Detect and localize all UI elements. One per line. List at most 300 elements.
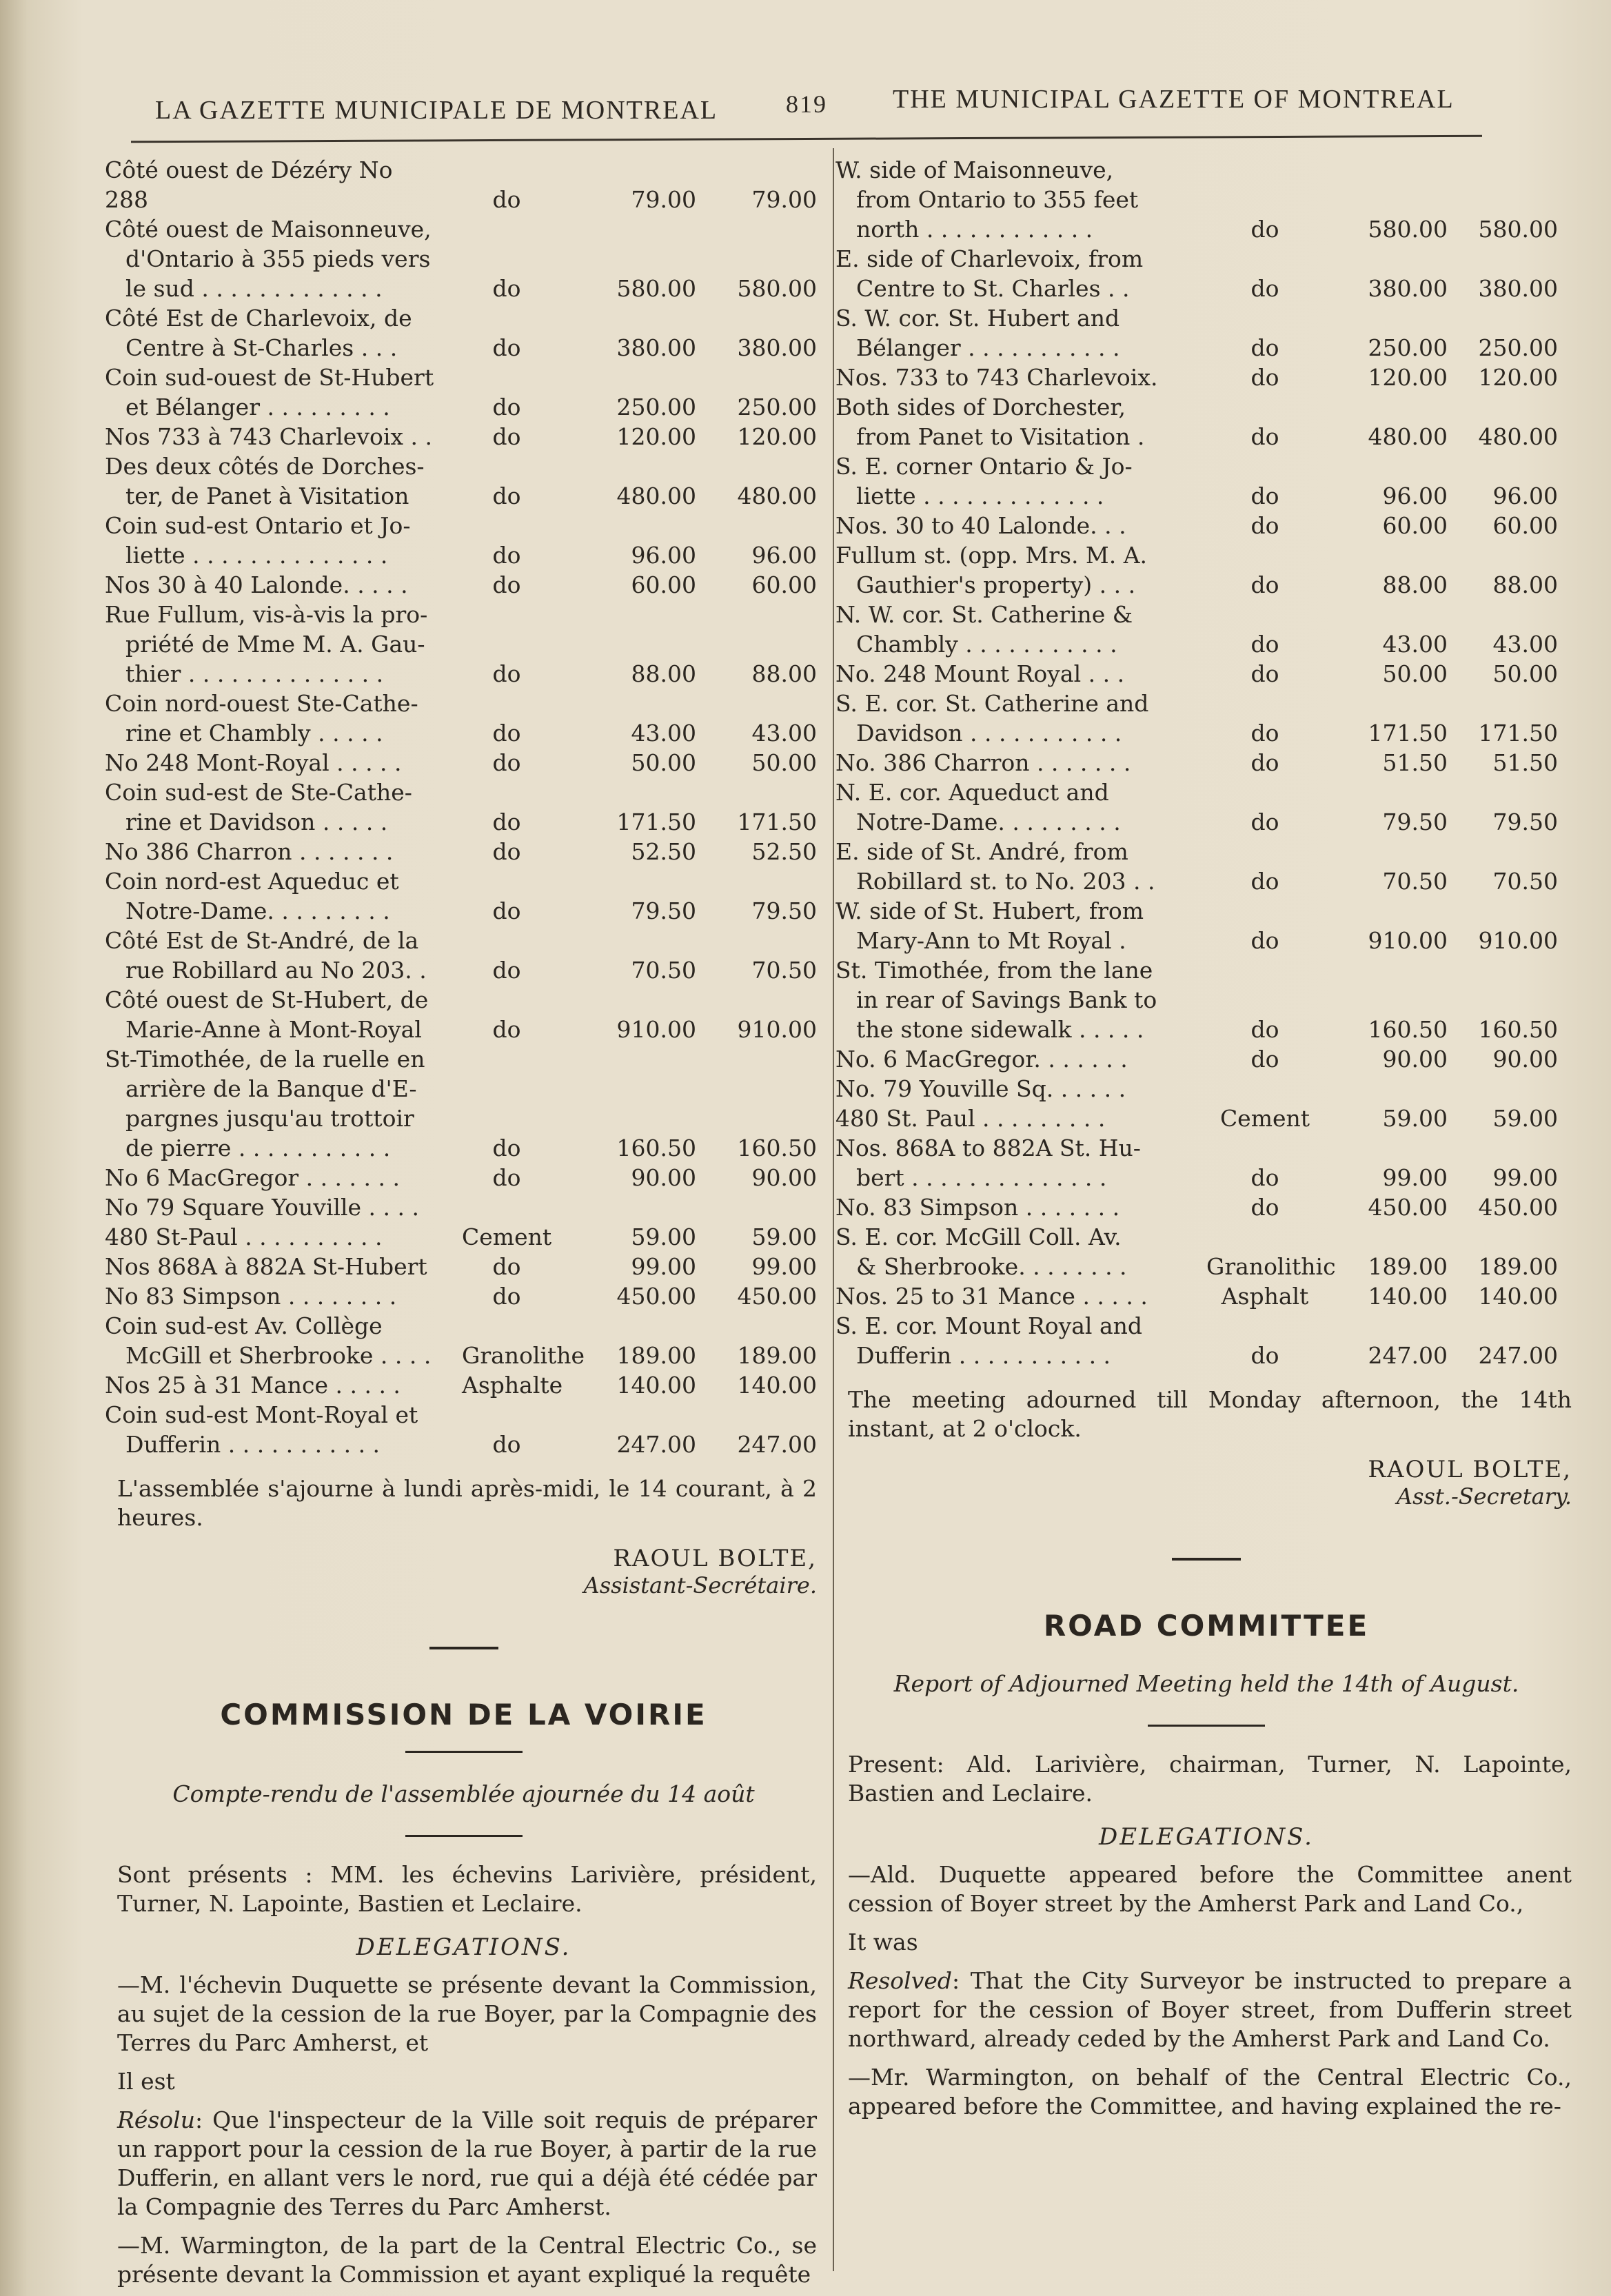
row-amount-1: 247.00 <box>1368 1342 1448 1369</box>
row-amount-2: 450.00 <box>1478 1194 1558 1221</box>
row-description <box>103 837 443 866</box>
row-material: do <box>492 1283 521 1310</box>
row-amount-1: 70.50 <box>631 957 696 984</box>
row-description-line: Coin nord-ouest Ste-Cathe- <box>105 690 418 717</box>
row-description-line: No 6 MacGregor . . . . . . . <box>105 1164 400 1191</box>
row-description-line: Côté ouest de Dézéry No 288 <box>105 156 393 213</box>
row-material: do <box>1250 1342 1279 1369</box>
row-amount-1: 60.00 <box>631 571 696 598</box>
table-row <box>834 540 1579 600</box>
english-it-was: It was <box>848 1929 918 1955</box>
row-description-line: Coin nord-est Aqueduc et <box>105 868 399 895</box>
row-amount-1: 79.50 <box>631 897 696 924</box>
row-amount-2: 50.00 <box>751 749 817 776</box>
row-amount-2: 90.00 <box>1492 1046 1558 1073</box>
row-description-line: St-Timothée, de la ruelle en <box>105 1046 425 1073</box>
row-description-line: Fullum st. (opp. Mrs. M. A. <box>835 542 1148 569</box>
row-amount-2: 60.00 <box>1492 512 1558 539</box>
table-row <box>103 1311 824 1370</box>
row-amount-1: 380.00 <box>616 334 696 361</box>
row-amount-2: 120.00 <box>1478 364 1558 391</box>
row-amount-1: 171.50 <box>616 809 696 835</box>
row-amount-2: 160.50 <box>737 1135 817 1161</box>
french-paragraph-2: —M. Warmington, de la part de la Central Electric Co., se présente devant la Commission et ayant expliqué la requête <box>117 2232 817 2288</box>
row-amount-1: 59.00 <box>631 1223 696 1250</box>
row-amount-1: 160.50 <box>616 1135 696 1161</box>
row-description <box>103 1370 443 1400</box>
row-description-line: thier . . . . . . . . . . . . . . <box>125 660 384 687</box>
row-description <box>103 214 443 303</box>
row-amount-1: 480.00 <box>1368 423 1448 450</box>
row-description <box>834 778 1194 837</box>
row-description-line: Both sides of Dorchester, <box>835 394 1126 420</box>
row-material: do <box>492 1164 521 1191</box>
row-material: do <box>492 542 521 569</box>
table-row <box>834 1192 1579 1222</box>
row-description <box>834 600 1194 659</box>
row-description-line: Centre à St-Charles . . . <box>125 334 398 361</box>
row-amount-2: 88.00 <box>1492 571 1558 598</box>
row-description-line: Coin sud-est Ontario et Jo- <box>105 512 411 539</box>
table-row <box>103 778 824 837</box>
row-amount-1: 247.00 <box>616 1431 696 1458</box>
row-amount-2: 450.00 <box>737 1283 817 1310</box>
row-material: Cement <box>462 1223 552 1250</box>
row-material: do <box>1250 720 1279 746</box>
row-description-line: No. 79 Youville Sq. . . . . . <box>835 1075 1126 1102</box>
english-paragraph-2: —Mr. Warmington, on behalf of the Central Electric Co., appeared before the Committee, and having explained the re- <box>848 2064 1572 2120</box>
row-description <box>103 926 443 985</box>
table-row <box>103 866 824 926</box>
row-description <box>103 1192 443 1222</box>
row-description-line: Coin sud-est de Ste-Cathe- <box>105 779 412 806</box>
row-description <box>834 244 1194 303</box>
row-description-line: Dufferin . . . . . . . . . . . <box>125 1431 381 1458</box>
row-description <box>834 748 1194 778</box>
table-row <box>834 363 1579 392</box>
row-description-line: d'Ontario à 355 pieds vers <box>125 245 431 272</box>
row-description <box>103 303 443 363</box>
french-report-rule <box>405 1835 523 1837</box>
row-description-line: S. E. corner Ontario & Jo- <box>835 453 1133 480</box>
row-description <box>103 778 443 837</box>
row-material: Granolithe <box>462 1342 585 1369</box>
row-amount-2: 79.50 <box>1492 809 1558 835</box>
row-amount-2: 70.50 <box>751 957 817 984</box>
row-description <box>103 1281 443 1311</box>
french-column <box>103 155 824 2289</box>
french-il-est: Il est <box>117 2068 175 2095</box>
row-amount-1: 140.00 <box>1368 1283 1448 1310</box>
row-description-line: Nos. 25 to 31 Mance . . . . . <box>835 1283 1148 1310</box>
row-description-line: Bélanger . . . . . . . . . . . <box>856 334 1120 361</box>
table-row <box>834 896 1579 955</box>
row-description-line: Côté Est de St-André, de la <box>105 927 419 954</box>
row-description-line: S. E. cor. Mount Royal and <box>835 1312 1143 1339</box>
page-header <box>148 81 1472 136</box>
row-description <box>834 303 1194 363</box>
table-row <box>103 155 824 214</box>
row-description-line: le sud . . . . . . . . . . . . . <box>125 275 383 302</box>
row-description-line: Côté Est de Charlevoix, de <box>105 305 412 332</box>
row-description-line: Coin sud-est Mont-Royal et <box>105 1401 418 1428</box>
english-signature-title: Asst.-Secretary. <box>1396 1483 1572 1510</box>
table-row <box>103 1252 824 1281</box>
row-description-line: from Ontario to 355 feet <box>856 186 1139 213</box>
row-description-line: Côté ouest de St-Hubert, de <box>105 986 429 1013</box>
row-amount-1: 50.00 <box>1382 660 1448 687</box>
row-description-line: Côté ouest de Maisonneuve, <box>105 216 432 243</box>
row-amount-1: 90.00 <box>1382 1046 1448 1073</box>
table-row <box>834 600 1579 659</box>
row-amount-1: 43.00 <box>1382 631 1448 658</box>
row-amount-1: 50.00 <box>631 749 696 776</box>
row-amount-2: 43.00 <box>751 720 817 746</box>
table-row <box>834 837 1579 896</box>
row-amount-2: 43.00 <box>1492 631 1558 658</box>
page-number: 819 <box>786 90 827 118</box>
row-amount-1: 96.00 <box>631 542 696 569</box>
row-description-line: Notre-Dame. . . . . . . . . <box>125 897 390 924</box>
row-description-line: E. side of St. André, from <box>835 838 1128 865</box>
french-section-rule <box>429 1647 498 1649</box>
row-description <box>103 866 443 926</box>
row-amount-1: 189.00 <box>1368 1253 1448 1280</box>
row-amount-2: 50.00 <box>1492 660 1558 687</box>
row-description-line: St. Timothée, from the lane <box>835 957 1153 984</box>
row-material: do <box>492 1135 521 1161</box>
row-amount-2: 88.00 <box>751 660 817 687</box>
row-amount-2: 480.00 <box>737 482 817 509</box>
table-row <box>834 1222 1579 1281</box>
english-resolved-label: Resolved <box>848 1967 953 1994</box>
row-material: do <box>492 423 521 450</box>
row-amount-1: 450.00 <box>1368 1194 1448 1221</box>
row-amount-1: 140.00 <box>616 1372 696 1399</box>
row-amount-1: 250.00 <box>1368 334 1448 361</box>
row-description-line: arrière de la Banque d'E- <box>125 1075 417 1102</box>
row-description-line: W. side of St. Hubert, from <box>835 897 1144 924</box>
row-amount-1: 79.50 <box>1382 809 1448 835</box>
french-present: Sont présents : MM. les échevins Larivière, président, Turner, N. Lapointe, Bastien et Leclaire. <box>117 1861 817 1917</box>
row-description <box>834 1104 1194 1133</box>
row-material: Asphalte <box>462 1372 563 1399</box>
row-amount-2: 79.00 <box>751 186 817 213</box>
row-material: do <box>492 749 521 776</box>
row-amount-2: 380.00 <box>1478 275 1558 302</box>
row-amount-2: 79.50 <box>751 897 817 924</box>
row-description-line: Des deux côtés de Dorches- <box>105 453 425 480</box>
row-description-line: W. side of Maisonneuve, <box>835 156 1114 183</box>
row-description-line: pargnes jusqu'au trottoir <box>125 1105 414 1132</box>
row-amount-1: 580.00 <box>1368 216 1448 243</box>
row-amount-2: 250.00 <box>737 394 817 420</box>
row-amount-1: 52.50 <box>631 838 696 865</box>
english-table <box>834 155 1579 1370</box>
row-description-line: Centre to St. Charles . . <box>856 275 1130 302</box>
row-material: do <box>492 571 521 598</box>
english-resolved-text: : That the City Surveyor be instructed to prepare a report for the cession of Boyer street, from Dufferin street northward, already ceded by the Amherst Park and Land Co. <box>848 1967 1572 2052</box>
row-material: do <box>1250 868 1279 895</box>
row-material: do <box>492 838 521 865</box>
row-description <box>103 600 443 689</box>
row-description <box>834 1074 1194 1104</box>
row-description-line: Nos. 30 to 40 Lalonde. . . <box>835 512 1126 539</box>
row-description-line: Dufferin . . . . . . . . . . . <box>856 1342 1111 1369</box>
table-row <box>103 1222 824 1252</box>
row-description <box>103 155 443 214</box>
row-description-line: Nos 733 à 743 Charlevoix . . <box>105 423 432 450</box>
row-amount-2: 99.00 <box>1492 1164 1558 1191</box>
table-row <box>103 303 824 363</box>
row-description-line: 480 St-Paul . . . . . . . . . . <box>105 1223 383 1250</box>
table-row <box>834 748 1579 778</box>
row-description <box>834 896 1194 955</box>
row-amount-1: 88.00 <box>1382 571 1448 598</box>
english-report-rule <box>1148 1725 1265 1727</box>
row-amount-2: 60.00 <box>751 571 817 598</box>
row-amount-1: 189.00 <box>616 1342 696 1369</box>
french-section-title: COMMISSION DE LA VOIRIE <box>220 1698 707 1731</box>
row-material: do <box>1250 809 1279 835</box>
row-description-line: from Panet to Visitation . <box>856 423 1145 450</box>
english-column <box>834 155 1579 2121</box>
table-row <box>103 600 824 689</box>
row-material: do <box>1250 631 1279 658</box>
table-row <box>103 1044 824 1163</box>
row-amount-1: 88.00 <box>631 660 696 687</box>
row-amount-1: 160.50 <box>1368 1016 1448 1043</box>
row-material: do <box>1250 334 1279 361</box>
table-row <box>103 985 824 1044</box>
row-material: do <box>492 720 521 746</box>
row-description-line: S. E. cor. St. Catherine and <box>835 690 1149 717</box>
english-section-rule <box>1172 1558 1241 1561</box>
row-material: do <box>1250 1046 1279 1073</box>
french-delegations-heading: DELEGATIONS. <box>356 1933 571 1961</box>
table-row <box>834 1074 1579 1104</box>
table-row <box>834 1281 1579 1311</box>
french-signature-title: Assistant-Secrétaire. <box>583 1572 817 1598</box>
row-description <box>103 511 443 570</box>
table-row <box>103 511 824 570</box>
row-amount-1: 70.50 <box>1382 868 1448 895</box>
row-amount-1: 60.00 <box>1382 512 1448 539</box>
row-description <box>834 511 1194 540</box>
table-row <box>834 1044 1579 1074</box>
row-description <box>834 155 1194 244</box>
row-description-line: liette . . . . . . . . . . . . . . <box>125 542 388 569</box>
row-description <box>103 1311 443 1370</box>
row-description <box>834 451 1194 511</box>
row-description-line: No 83 Simpson . . . . . . . . <box>105 1283 397 1310</box>
row-material: do <box>492 957 521 984</box>
english-present: Present: Ald. Larivière, chairman, Turner, N. Lapointe, Bastien and Leclaire. <box>848 1751 1572 1807</box>
row-amount-2: 171.50 <box>1478 720 1558 746</box>
row-material: do <box>492 482 521 509</box>
row-material: do <box>492 1253 521 1280</box>
row-description-line: Gauthier's property) . . . <box>856 571 1136 598</box>
row-description-line: et Bélanger . . . . . . . . . <box>125 394 390 420</box>
row-description <box>103 689 443 748</box>
row-description-line: E. side of Charlevoix, from <box>835 245 1144 272</box>
row-amount-2: 140.00 <box>1478 1283 1558 1310</box>
row-description <box>834 363 1194 392</box>
french-table <box>103 155 824 1459</box>
row-description <box>834 837 1194 896</box>
row-description-line: No 79 Square Youville . . . . <box>105 1194 419 1221</box>
row-amount-1: 910.00 <box>616 1016 696 1043</box>
row-description-line: Nos 25 à 31 Mance . . . . . <box>105 1372 401 1399</box>
english-section-title: ROAD COMMITTEE <box>1043 1609 1370 1643</box>
row-material: Cement <box>1219 1105 1310 1132</box>
row-amount-1: 480.00 <box>616 482 696 509</box>
row-description-line: Nos. 868A to 882A St. Hu- <box>835 1135 1141 1161</box>
french-resolution <box>103 2106 824 2222</box>
row-material: do <box>1250 660 1279 687</box>
row-description <box>103 451 443 511</box>
row-description-line: Nos 30 à 40 Lalonde. . . . . <box>105 571 408 598</box>
row-amount-2: 580.00 <box>1478 216 1558 243</box>
table-row <box>834 303 1579 363</box>
row-description-line: No 386 Charron . . . . . . . <box>105 838 394 865</box>
english-report-heading: Report of Adjourned Meeting held the 14th of August. <box>893 1670 1519 1697</box>
row-material: do <box>1250 482 1279 509</box>
french-paragraph-1: —M. l'échevin Duquette se présente devant la Commission, au sujet de la cession de la rue Boyer, par la Compagnie des Terres du Parc Amherst, et <box>117 1971 817 2056</box>
row-amount-2: 480.00 <box>1478 423 1558 450</box>
table-row <box>834 778 1579 837</box>
table-row <box>103 1163 824 1192</box>
row-description-line: McGill et Sherbrooke . . . . <box>125 1342 432 1369</box>
english-paragraph-1: —Ald. Duquette appeared before the Committee anent cession of Boyer street by the Amherst Park and Land Co., <box>848 1861 1572 1917</box>
row-description <box>834 1281 1194 1311</box>
row-material: do <box>1250 1194 1279 1221</box>
table-row <box>103 926 824 985</box>
row-description-line: N. W. cor. St. Catherine & <box>835 601 1133 628</box>
row-description-line: Mary-Ann to Mt Royal . <box>856 927 1126 954</box>
table-row <box>834 659 1579 689</box>
english-closing: The meeting adourned till Monday afternoon, the 14th instant, at 2 o'clock. <box>848 1386 1572 1442</box>
row-amount-2: 120.00 <box>737 423 817 450</box>
table-row <box>103 689 824 748</box>
row-description-line: Robillard st. to No. 203 . . <box>856 868 1155 895</box>
table-row <box>103 422 824 451</box>
row-material: do <box>1250 275 1279 302</box>
row-amount-2: 52.50 <box>751 838 817 865</box>
row-material: do <box>1250 216 1279 243</box>
table-row <box>103 748 824 778</box>
row-description-line: Rue Fullum, vis-à-vis la pro- <box>105 601 428 628</box>
table-row <box>103 214 824 303</box>
row-description-line: 480 St. Paul . . . . . . . . . <box>835 1105 1106 1132</box>
row-description-line: S. W. cor. St. Hubert and <box>835 305 1120 332</box>
row-amount-2: 160.50 <box>1478 1016 1558 1043</box>
french-title-rule <box>405 1751 523 1753</box>
row-amount-2: 59.00 <box>751 1223 817 1250</box>
french-signature: RAOUL BOLTE, <box>613 1545 817 1572</box>
row-description-line: S. E. cor. McGill Coll. Av. <box>835 1223 1122 1250</box>
table-row <box>103 451 824 511</box>
row-material: Asphalt <box>1221 1283 1309 1310</box>
table-row <box>103 1370 824 1400</box>
row-material: do <box>1250 1164 1279 1191</box>
french-closing: L'assemblée s'ajourne à lundi après-midi, le 14 courant, à 2 heures. <box>117 1475 817 1531</box>
row-description-line: rine et Chambly . . . . . <box>125 720 383 746</box>
row-amount-2: 70.50 <box>1492 868 1558 895</box>
row-material: do <box>492 809 521 835</box>
table-row <box>103 1192 824 1222</box>
row-description-line: Chambly . . . . . . . . . . . <box>856 631 1117 658</box>
row-amount-2: 580.00 <box>737 275 817 302</box>
table-row <box>103 570 824 600</box>
row-description <box>103 985 443 1044</box>
row-amount-1: 79.00 <box>631 186 696 213</box>
row-description <box>103 1163 443 1192</box>
row-description-line: Davidson . . . . . . . . . . . <box>856 720 1122 746</box>
row-amount-1: 171.50 <box>1368 720 1448 746</box>
table-row <box>834 392 1579 451</box>
row-material: do <box>492 1016 521 1043</box>
row-material: do <box>492 334 521 361</box>
row-material: do <box>1250 1016 1279 1043</box>
row-amount-2: 380.00 <box>737 334 817 361</box>
row-material: do <box>492 275 521 302</box>
table-row <box>834 1104 1579 1133</box>
row-description-line: north . . . . . . . . . . . . <box>856 216 1093 243</box>
row-material: Granolithic <box>1206 1253 1336 1280</box>
table-row <box>834 451 1579 511</box>
row-amount-2: 51.50 <box>1492 749 1558 776</box>
row-amount-1: 250.00 <box>616 394 696 420</box>
row-description <box>834 1222 1194 1281</box>
english-signature: RAOUL BOLTE, <box>1368 1456 1572 1483</box>
row-amount-1: 99.00 <box>631 1253 696 1280</box>
row-material: do <box>492 394 521 420</box>
row-description-line: in rear of Savings Bank to <box>856 986 1157 1013</box>
row-description-line: No 248 Mont-Royal . . . . . <box>105 749 402 776</box>
row-description-line: Coin sud-est Av. Collège <box>105 1312 383 1339</box>
row-description-line: Marie-Anne à Mont-Royal <box>125 1016 422 1043</box>
header-french-title: LA GAZETTE MUNICIPALE DE MONTREAL <box>155 96 718 125</box>
row-description-line: priété de Mme M. A. Gau- <box>125 631 425 658</box>
header-english-title: THE MUNICIPAL GAZETTE OF MONTREAL <box>893 85 1455 114</box>
row-amount-1: 120.00 <box>1368 364 1448 391</box>
english-resolution <box>834 1967 1579 2053</box>
row-description <box>834 955 1194 1044</box>
row-amount-1: 380.00 <box>1368 275 1448 302</box>
table-row <box>834 244 1579 303</box>
row-description <box>103 1400 443 1459</box>
row-material: do <box>492 660 521 687</box>
row-amount-2: 910.00 <box>1478 927 1558 954</box>
row-amount-1: 580.00 <box>616 275 696 302</box>
row-description <box>834 392 1194 451</box>
row-amount-1: 51.50 <box>1382 749 1448 776</box>
row-amount-2: 247.00 <box>1478 1342 1558 1369</box>
row-description-line: rue Robillard au No 203. . <box>125 957 427 984</box>
table-row <box>103 363 824 422</box>
row-amount-1: 90.00 <box>631 1164 696 1191</box>
row-description-line: ter, de Panet à Visitation <box>125 482 409 509</box>
row-description <box>834 540 1194 600</box>
row-material: do <box>492 897 521 924</box>
row-description-line: de pierre . . . . . . . . . . . <box>125 1135 391 1161</box>
row-description-line: the stone sidewalk . . . . . <box>856 1016 1144 1043</box>
row-description-line: Nos. 733 to 743 Charlevoix. <box>835 364 1158 391</box>
row-material: do <box>1250 512 1279 539</box>
table-row <box>834 689 1579 748</box>
row-amount-2: 171.50 <box>737 809 817 835</box>
